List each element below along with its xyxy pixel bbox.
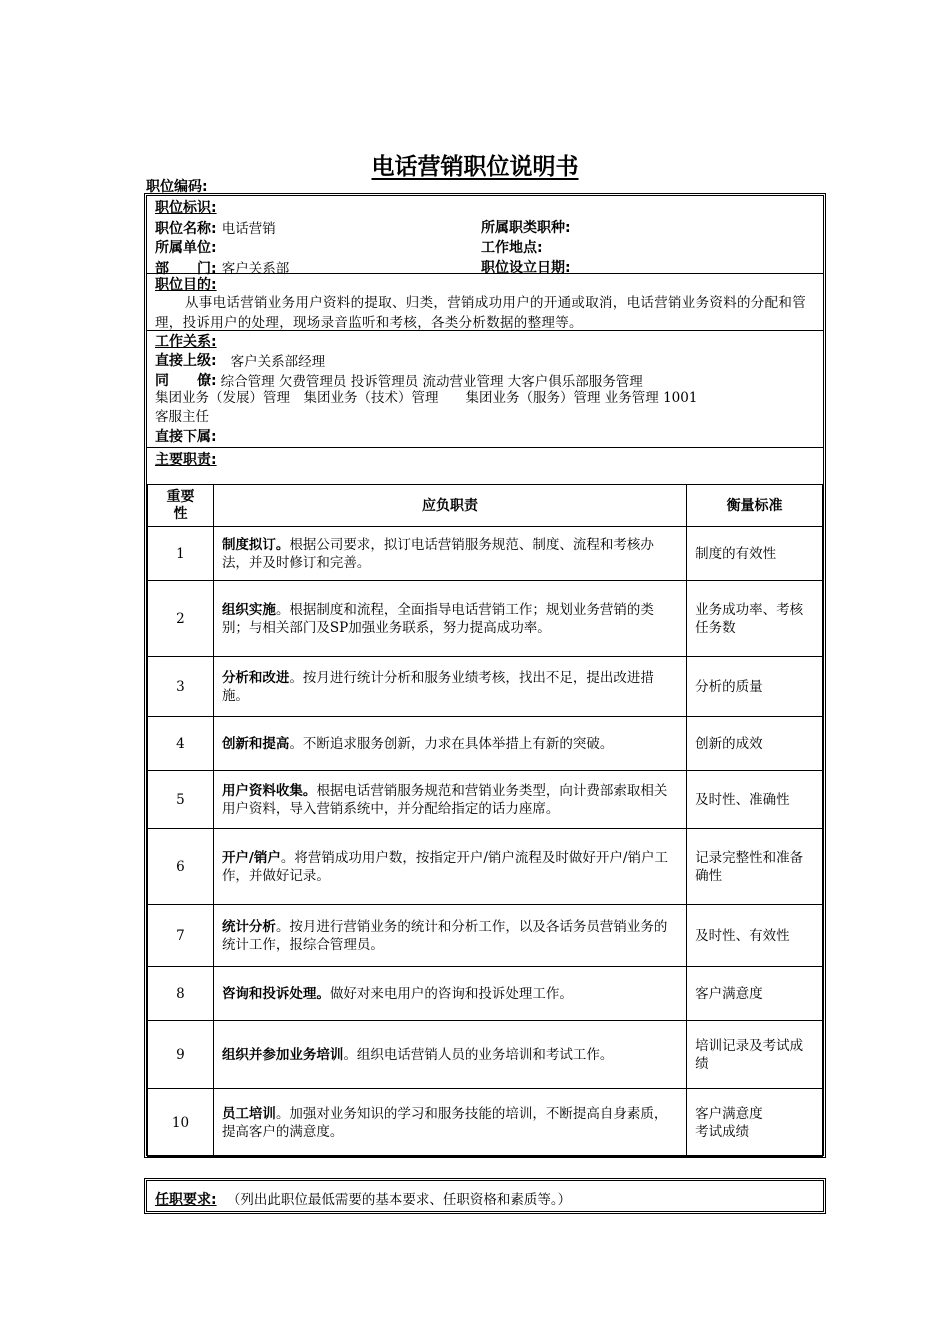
- duty-keyword: 咨询和投诉处理。: [221, 985, 330, 1002]
- duty-number: 6: [148, 829, 214, 905]
- duty-keyword: 组织并参加业务培训: [221, 1046, 344, 1063]
- duty-keyword: 员工培训: [221, 1105, 276, 1122]
- table-row: [148, 905, 823, 967]
- duty-standard: 客户满意度: [687, 967, 823, 1021]
- duty-number: 9: [148, 1021, 214, 1089]
- duty-standard: 培训记录及考试成绩: [687, 1021, 823, 1089]
- duty-table: [147, 484, 823, 1157]
- duty-table-header: [148, 485, 823, 527]
- duty-number: 10: [148, 1089, 214, 1157]
- duty-number: 8: [148, 967, 214, 1021]
- duty-text: 。按月进行统计分析和服务业绩考核，找出不足，提出改进措施。: [221, 669, 654, 704]
- duty-description: [213, 1089, 686, 1157]
- purpose-section-label: 职位目的:: [155, 277, 217, 293]
- table-row: [148, 717, 823, 771]
- duties-section-label: 主要职责:: [155, 452, 217, 468]
- duty-number: 4: [148, 717, 214, 771]
- purpose-section: [147, 274, 823, 331]
- position-code-label: 职位编码:: [146, 179, 208, 195]
- peers-line-2: 集团业务（发展）管理 集团业务（技术）管理 集团业务（服务）管理 业务管理 1001: [155, 390, 698, 406]
- duty-keyword: 创新和提高: [221, 735, 290, 752]
- duty-text: 。组织电话营销人员的业务培训和考试工作。: [343, 1046, 614, 1063]
- duty-standard: 创新的成效: [687, 717, 823, 771]
- header-responsibility: 应负职责: [213, 485, 686, 527]
- department-label: 部 门:: [155, 260, 217, 277]
- superior-label: 直接上级:: [155, 353, 217, 369]
- duty-standard: 分析的质量: [687, 657, 823, 717]
- peers-line-3: 客服主任: [155, 409, 209, 425]
- duties-section: [147, 448, 823, 470]
- duty-text: 根据电话营销服务规范和营销业务类型，向计费部索取相关用户资料，导入营销系统中，并分配给指定的话力座席。: [221, 782, 668, 817]
- duty-keyword: 开户/销户: [221, 849, 281, 866]
- duty-standard: 记录完整性和准备确性: [687, 829, 823, 905]
- superior-value: 客户关系部经理: [230, 354, 326, 370]
- duty-description: [213, 717, 686, 771]
- duty-text: 。按月进行营销业务的统计和分析工作，以及各话务员营销业务的统计工作，报综合管理员。: [221, 918, 668, 953]
- peers-line-1: 综合管理 欠费管理员 投诉管理员 流动营业管理 大客户俱乐部服务管理: [220, 373, 643, 390]
- table-row: [148, 657, 823, 717]
- header-importance: 重要性: [148, 485, 214, 527]
- duty-keyword: 制度拟订。: [221, 536, 290, 553]
- subordinate-label: 直接下属:: [155, 428, 217, 445]
- duty-number: 2: [148, 581, 214, 657]
- document-title: 电话营销职位说明书: [371, 154, 579, 180]
- duty-number: 3: [148, 657, 214, 717]
- table-row: [148, 581, 823, 657]
- duty-number: 1: [148, 527, 214, 581]
- duty-description: [213, 1021, 686, 1089]
- duty-description: [213, 829, 686, 905]
- location-label: 工作地点:: [481, 240, 543, 256]
- table-row: [148, 771, 823, 829]
- duty-text: 。将营销成功用户数，按指定开户/销户流程及时做好开户/销户工作，并做好记录。: [221, 849, 668, 884]
- duty-standard: 制度的有效性: [687, 527, 823, 581]
- table-row: [148, 1021, 823, 1089]
- position-name-value: 电话营销: [221, 220, 276, 237]
- duty-number: 5: [148, 771, 214, 829]
- duty-description: [213, 771, 686, 829]
- duty-number: 7: [148, 905, 214, 967]
- relations-section: [147, 331, 823, 448]
- setup-date-label: 职位设立日期:: [481, 260, 571, 276]
- duty-text: 做好对来电用户的咨询和投诉处理工作。: [329, 985, 573, 1002]
- job-description-frame: [144, 193, 826, 1158]
- duty-text: 。不断追求服务创新，力求在具体举措上有新的突破。: [289, 735, 614, 752]
- table-row: [148, 829, 823, 905]
- duty-description: [213, 657, 686, 717]
- duty-keyword: 组织实施: [221, 601, 276, 618]
- identity-section: [147, 196, 823, 277]
- relations-section-label: 工作关系:: [155, 334, 217, 350]
- duty-keyword: 用户资料收集。: [221, 782, 317, 799]
- requirements-label: 任职要求:: [155, 1192, 217, 1208]
- duty-description: [213, 581, 686, 657]
- duty-standard: 及时性、有效性: [687, 905, 823, 967]
- duty-keyword: 统计分析: [221, 918, 276, 935]
- duty-text: 。加强对业务知识的学习和服务技能的培训，不断提高自身素质，提高客户的满意度。: [221, 1105, 668, 1140]
- identity-section-label: 职位标识:: [155, 200, 217, 216]
- table-row: [148, 967, 823, 1021]
- table-row: [148, 527, 823, 581]
- purpose-text: 从事电话营销业务用户资料的提取、归类，营销成功用户的开通或取消，电话营销业务资料的分配和管理，投诉用户的处理，现场录音监听和考核，各类分析数据的整理等。: [155, 295, 806, 331]
- duty-keyword: 分析和改进: [221, 669, 290, 686]
- table-row: [148, 1089, 823, 1157]
- position-name-label: 职位名称:: [155, 220, 217, 237]
- duty-text: 根据公司要求，拟订电话营销服务规范、制度、流程和考核办法，并及时修订和完善。: [221, 536, 654, 571]
- duty-standard: 业务成功率、考核任务数: [687, 581, 823, 657]
- requirements-text: （列出此职位最低需要的基本要求、任职资格和素质等。）: [226, 1192, 572, 1208]
- duty-standard: 及时性、准确性: [687, 771, 823, 829]
- header-standard: 衡量标准: [687, 485, 823, 527]
- requirements-frame: [144, 1178, 826, 1214]
- category-label: 所属职类职种:: [481, 220, 571, 236]
- peers-label: 同 僚:: [155, 372, 217, 389]
- duty-description: [213, 527, 686, 581]
- duty-text: 。根据制度和流程，全面指导电话营销工作；规划业务营销的类别；与相关部门及SP加强业务联系，努力提高成功率。: [221, 601, 654, 636]
- duty-standard: 客户满意度 考试成绩: [687, 1089, 823, 1157]
- department-value: 客户关系部: [221, 260, 290, 277]
- duty-description: [213, 905, 686, 967]
- unit-label: 所属单位:: [155, 240, 217, 256]
- duty-description: [213, 967, 686, 1021]
